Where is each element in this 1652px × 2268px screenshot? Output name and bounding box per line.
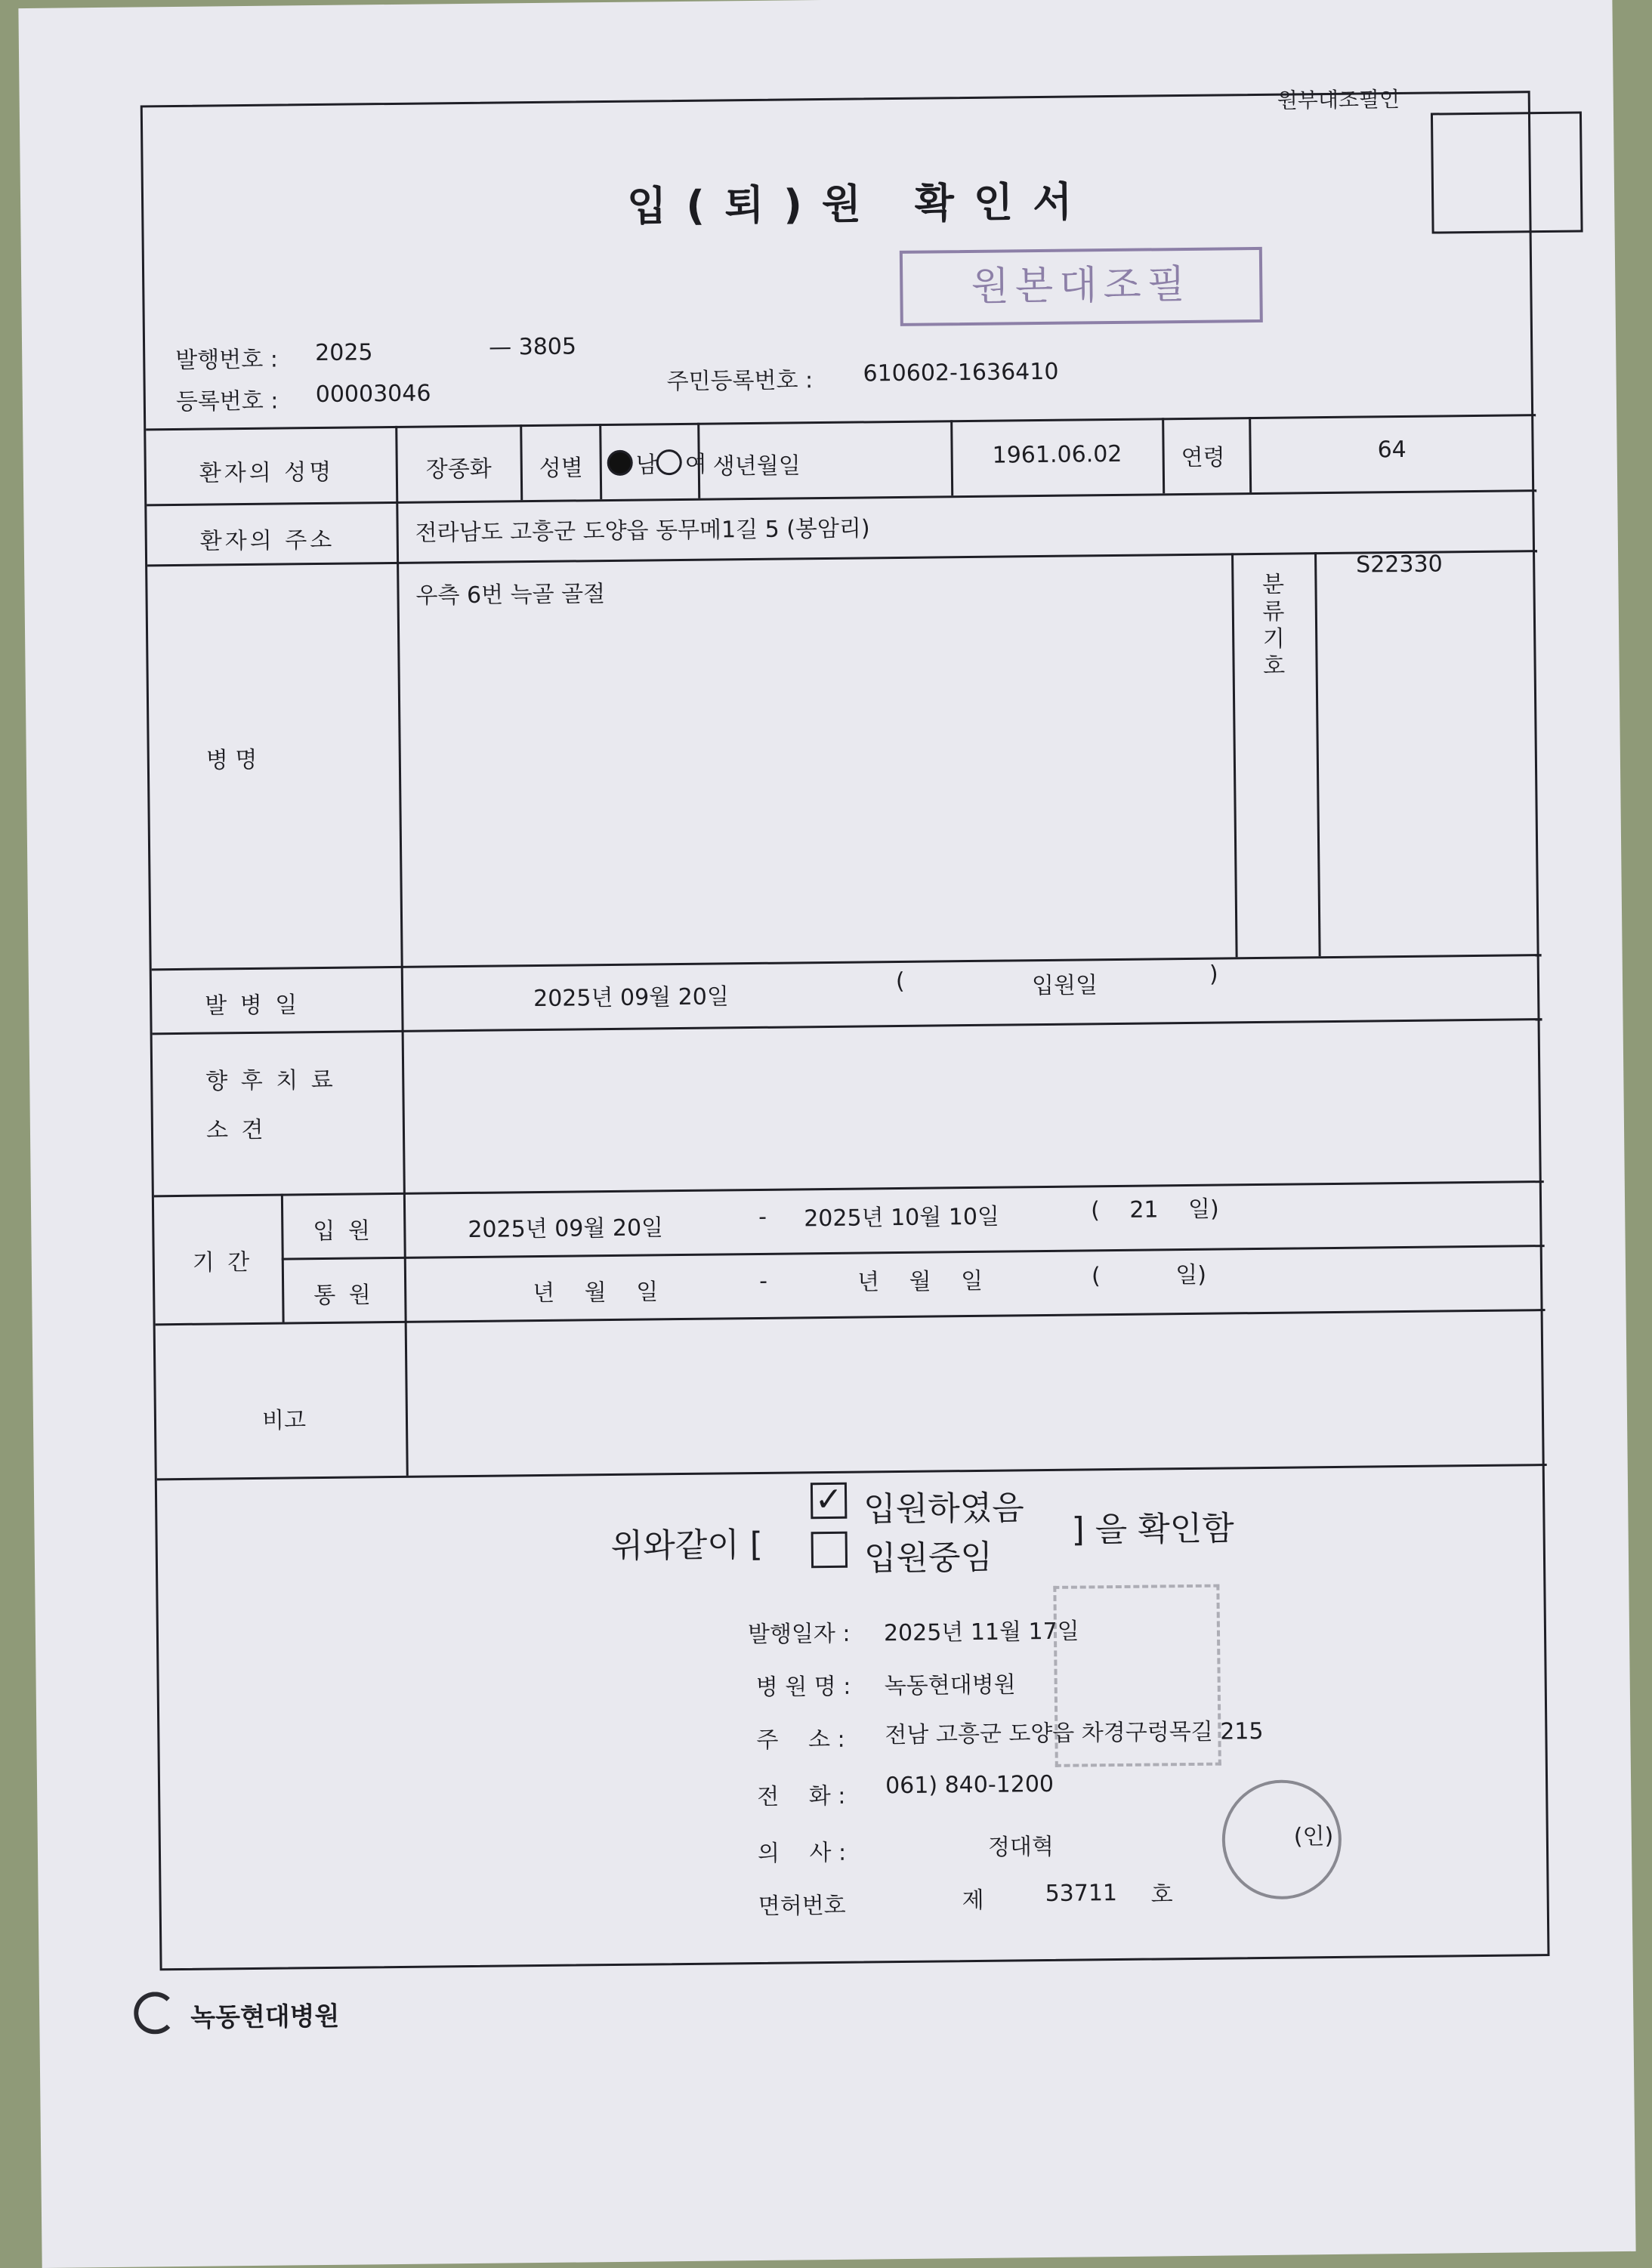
in-hospital-checkbox[interactable] bbox=[811, 1532, 848, 1569]
resident-no-label: 주민등록번호 : bbox=[666, 367, 814, 396]
diagnosis-label: 병 명 bbox=[205, 746, 258, 774]
inpatient-label: 입 원 bbox=[313, 1217, 374, 1245]
inpatient-dash: - bbox=[758, 1203, 767, 1230]
outpatient-end: 년 월 일 bbox=[857, 1267, 983, 1296]
phone: 061) 840-1200 bbox=[885, 1770, 1055, 1800]
issue-no-seq: — 3805 bbox=[488, 333, 577, 361]
hospital-address: 전남 고흥군 도양읍 차경구렁목길 215 bbox=[885, 1717, 1264, 1749]
classification-code-label: 분 류 기 호 bbox=[1261, 571, 1286, 680]
doctor-name: 정대혁 bbox=[987, 1833, 1055, 1861]
license-prefix: 제 bbox=[962, 1887, 984, 1915]
diagnosis-text: 우측 6번 늑골 골절 bbox=[415, 581, 606, 609]
certified-copy-stamp bbox=[900, 247, 1263, 326]
age-label: 연령 bbox=[1181, 444, 1225, 472]
admitted-checkbox[interactable]: ✓ bbox=[811, 1483, 848, 1520]
patient-address-label: 환자의 주소 bbox=[199, 526, 335, 555]
classification-code: S22330 bbox=[1356, 551, 1443, 579]
onset-date: 2025년 09월 20일 bbox=[533, 983, 730, 1013]
outpatient-days: ( 일) bbox=[1091, 1261, 1207, 1290]
reg-no: 00003046 bbox=[315, 380, 431, 409]
phone-label: 전 화 : bbox=[757, 1782, 846, 1811]
prognosis-label: 향 후 치 료 bbox=[205, 1066, 336, 1095]
inpatient-days: ( 21 일) bbox=[1090, 1196, 1219, 1224]
outpatient-start: 년 월 일 bbox=[533, 1279, 659, 1307]
doctor-seal bbox=[1221, 1779, 1342, 1900]
resident-no: 610602-1636410 bbox=[863, 358, 1059, 387]
license-label: 면허번호 bbox=[758, 1892, 846, 1921]
license-number: 53711 bbox=[1045, 1880, 1118, 1908]
onset-paren-close: ) bbox=[1209, 961, 1218, 988]
admitted-option: 입원하였음 bbox=[863, 1489, 1025, 1529]
hospital-official-stamp bbox=[1053, 1585, 1221, 1767]
sex-label: 성별 bbox=[539, 455, 583, 482]
license-suffix: 호 bbox=[1150, 1881, 1173, 1909]
issue-date: 2025년 11월 17일 bbox=[883, 1618, 1079, 1647]
admission-certificate-form bbox=[140, 91, 1550, 1970]
remarks-label: 비고 bbox=[261, 1407, 307, 1434]
patient-name: 장종화 bbox=[425, 455, 492, 483]
issue-no-label: 발행번호 : bbox=[175, 346, 279, 374]
document-page bbox=[18, 0, 1635, 2268]
hospital-address-label: 주 소 : bbox=[756, 1726, 845, 1754]
prognosis-label-2: 소 견 bbox=[205, 1116, 267, 1144]
patient-name-label: 환자의 성명 bbox=[199, 458, 335, 487]
onset-paren-open: ( bbox=[895, 967, 905, 995]
inpatient-start: 2025년 09월 20일 bbox=[468, 1214, 664, 1243]
doctor-label: 의 사 : bbox=[757, 1839, 847, 1868]
original-seal-box bbox=[1431, 111, 1583, 233]
sex-male-radio[interactable] bbox=[607, 450, 633, 476]
onset-label: 발 병 일 bbox=[205, 992, 301, 1020]
issue-no-year: 2025 bbox=[315, 339, 373, 367]
page-title: 입(퇴)원 확인서 bbox=[626, 177, 1092, 230]
doctor-seal-mark: (인) bbox=[1293, 1823, 1334, 1850]
stamp-text: 원본대조필 bbox=[971, 261, 1192, 310]
hospital-name: 녹동현대병원 bbox=[884, 1671, 1016, 1700]
age-value: 64 bbox=[1377, 436, 1407, 464]
birth-label: 생년월일 bbox=[712, 452, 801, 480]
patient-address: 전라남도 고흥군 도양읍 동무메1길 5 (봉암리) bbox=[415, 515, 870, 547]
hospital-name-label: 병 원 명 : bbox=[755, 1673, 851, 1702]
hospital-logo-icon bbox=[134, 1992, 177, 2035]
issue-date-label: 발행일자 : bbox=[747, 1620, 851, 1649]
sex-male-label: 남 bbox=[635, 452, 658, 479]
onset-note: 입원일 bbox=[1031, 972, 1098, 1000]
birth-date: 1961.06.02 bbox=[992, 440, 1122, 469]
reg-no-label: 등록번호 : bbox=[175, 387, 279, 415]
confirmation-prefix: 위와같이 [ bbox=[610, 1525, 764, 1566]
confirmation-suffix: ] 을 확인함 bbox=[1071, 1509, 1234, 1550]
outpatient-label: 통 원 bbox=[313, 1282, 374, 1310]
sex-female-label: 여 bbox=[684, 451, 707, 478]
inpatient-end: 2025년 10월 10일 bbox=[804, 1203, 1000, 1233]
outpatient-dash: - bbox=[758, 1267, 768, 1294]
sex-female-radio[interactable] bbox=[656, 449, 682, 475]
footer-brand: 녹동현대병원 bbox=[190, 2001, 340, 2033]
original-seal-label: 원부대조필인 bbox=[1277, 86, 1400, 113]
period-label: 기 간 bbox=[192, 1248, 253, 1276]
in-hospital-option: 입원중임 bbox=[863, 1538, 993, 1578]
